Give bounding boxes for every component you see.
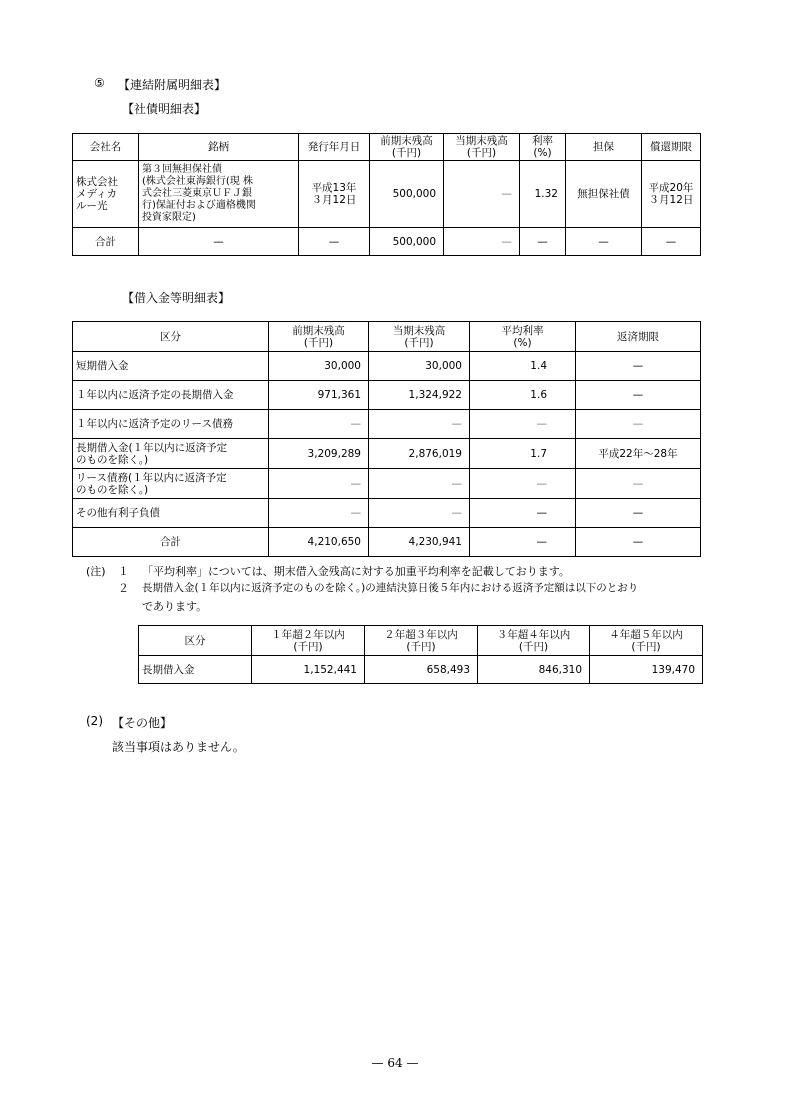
loan-table xyxy=(72,321,701,557)
repay-header-row xyxy=(139,626,703,656)
repay-header-category: 区分 xyxy=(139,626,252,656)
loan-prev: — xyxy=(269,499,369,528)
loan-due: — xyxy=(576,352,701,381)
header-curr-balance: 当期末残高 (千円) xyxy=(444,134,520,161)
loan-rate: 1.7 xyxy=(470,439,576,469)
repay-header-y3-4: ３年超４年以内 (千円) xyxy=(478,626,590,656)
loan-due: — xyxy=(576,410,701,439)
loan-label: 長期借入金(１年以内に返済予定 のものを除く。) xyxy=(73,439,269,469)
loan-label: その他有利子負債 xyxy=(73,499,269,528)
bond-issue: 第３回無担保社債 (株式会社東海銀行(現 株 式会社三菱東京ＵＦＪ銀 行)保証付および適格機関 投資家限定) xyxy=(139,161,299,228)
loan-curr: — xyxy=(369,469,470,499)
loan-due: — xyxy=(576,381,701,410)
loan-curr: 30,000 xyxy=(369,352,470,381)
page-number: — 64 — xyxy=(371,1056,419,1070)
note-2-text: 長期借入金(１年以内に返済予定のものを除く。)の連結決算日後５年内における返済予定額は以下のとおり xyxy=(142,582,639,594)
bond-table xyxy=(72,133,701,256)
section-2-title: 【その他】 xyxy=(112,716,173,730)
loan-label: １年以内に返済予定のリース債務 xyxy=(73,410,269,439)
loan-prev: 971,361 xyxy=(269,381,369,410)
loan-row xyxy=(73,352,701,381)
note-1-text: 「平均利率」については、期末借入金残高に対する加重平均利率を記載しております。 xyxy=(142,565,570,578)
repay-row xyxy=(139,656,703,684)
bond-total-curr: — xyxy=(444,228,520,256)
repay-y3-4: 846,310 xyxy=(478,656,590,684)
loan-rate: 1.6 xyxy=(470,381,576,410)
section-2-number: (2) xyxy=(86,714,103,728)
section-number: ⑤ xyxy=(94,76,105,90)
loan-due: — xyxy=(576,469,701,499)
loan-total-rate: — xyxy=(470,528,576,557)
header-issue-date: 発行年月日 xyxy=(299,134,370,161)
loan-total-curr: 4,230,941 xyxy=(369,528,470,557)
repay-header-y4-5: ４年超５年以内 (千円) xyxy=(590,626,703,656)
loan-due: 平成22年～28年 xyxy=(576,439,701,469)
loan-curr: 2,876,019 xyxy=(369,439,470,469)
loan-row xyxy=(73,410,701,439)
bond-rate: 1.32 xyxy=(520,161,566,228)
loan-prev: 3,209,289 xyxy=(269,439,369,469)
header-collateral: 担保 xyxy=(566,134,642,161)
note-2-number: ２ xyxy=(118,582,129,595)
bond-curr: — xyxy=(444,161,520,228)
header-maturity: 償還期限 xyxy=(642,134,701,161)
note-1-number: １ xyxy=(118,565,129,578)
loan-header-due: 返済期限 xyxy=(576,322,701,352)
loan-header-rate: 平均利率 (%) xyxy=(470,322,576,352)
bond-total-collateral: — xyxy=(566,228,642,256)
loan-row xyxy=(73,381,701,410)
bond-collateral: 無担保社債 xyxy=(566,161,642,228)
loan-header-prev: 前期末残高 (千円) xyxy=(269,322,369,352)
repay-y2-3: 658,493 xyxy=(365,656,478,684)
loan-label: リース債務(１年以内に返済予定 のものを除く。) xyxy=(73,469,269,499)
header-rate: 利率 (%) xyxy=(520,134,566,161)
loan-header-category: 区分 xyxy=(73,322,269,352)
loan-curr: 1,324,922 xyxy=(369,381,470,410)
loan-rate: — xyxy=(470,410,576,439)
loan-prev: 30,000 xyxy=(269,352,369,381)
bond-total-label: 合計 xyxy=(73,228,139,256)
bond-row xyxy=(73,161,701,228)
header-issue: 銘柄 xyxy=(139,134,299,161)
section-title: 【連結附属明細表】 xyxy=(118,78,227,92)
loan-prev: — xyxy=(269,469,369,499)
loan-curr: — xyxy=(369,499,470,528)
bond-company: 株式会社 メディカ ルー光 xyxy=(73,161,139,228)
loan-rate: — xyxy=(470,469,576,499)
loan-header-curr: 当期末残高 (千円) xyxy=(369,322,470,352)
loan-row xyxy=(73,439,701,469)
bond-maturity: 平成20年 ３月12日 xyxy=(642,161,701,228)
loan-row xyxy=(73,469,701,499)
loan-label: １年以内に返済予定の長期借入金 xyxy=(73,381,269,410)
repayment-table xyxy=(138,625,703,684)
loan-curr: — xyxy=(369,410,470,439)
bond-header-row xyxy=(73,134,701,161)
bond-total-rate: — xyxy=(520,228,566,256)
bond-total-issue: — xyxy=(139,228,299,256)
loan-total-prev: 4,210,650 xyxy=(269,528,369,557)
bond-total-date: — xyxy=(299,228,370,256)
repay-y1-2: 1,152,441 xyxy=(252,656,365,684)
bond-table-title: 【社債明細表】 xyxy=(122,102,207,116)
loan-label: 短期借入金 xyxy=(73,352,269,381)
header-company: 会社名 xyxy=(73,134,139,161)
repay-header-y2-3: ２年超３年以内 (千円) xyxy=(365,626,478,656)
repay-y4-5: 139,470 xyxy=(590,656,703,684)
bond-prev: 500,000 xyxy=(370,161,444,228)
header-prev-balance: 前期末残高 (千円) xyxy=(370,134,444,161)
repay-label: 長期借入金 xyxy=(139,656,252,684)
loan-prev: — xyxy=(269,410,369,439)
loan-table-title: 【借入金等明細表】 xyxy=(122,291,231,305)
bond-date: 平成13年 ３月12日 xyxy=(299,161,370,228)
section-2-body: 該当事項はありません。 xyxy=(112,740,245,754)
loan-header-row xyxy=(73,322,701,352)
note-2-text-cont: であります。 xyxy=(142,600,208,613)
bond-total-maturity: — xyxy=(642,228,701,256)
loan-due: — xyxy=(576,499,701,528)
bond-total-prev: 500,000 xyxy=(370,228,444,256)
notes-prefix: (注) xyxy=(86,565,106,578)
bond-total-row xyxy=(73,228,701,256)
loan-total-row xyxy=(73,528,701,557)
loan-total-label: 合計 xyxy=(73,528,269,557)
loan-row xyxy=(73,499,701,528)
loan-total-due: — xyxy=(576,528,701,557)
loan-rate: — xyxy=(470,499,576,528)
loan-rate: 1.4 xyxy=(470,352,576,381)
repay-header-y1-2: １年超２年以内 (千円) xyxy=(252,626,365,656)
